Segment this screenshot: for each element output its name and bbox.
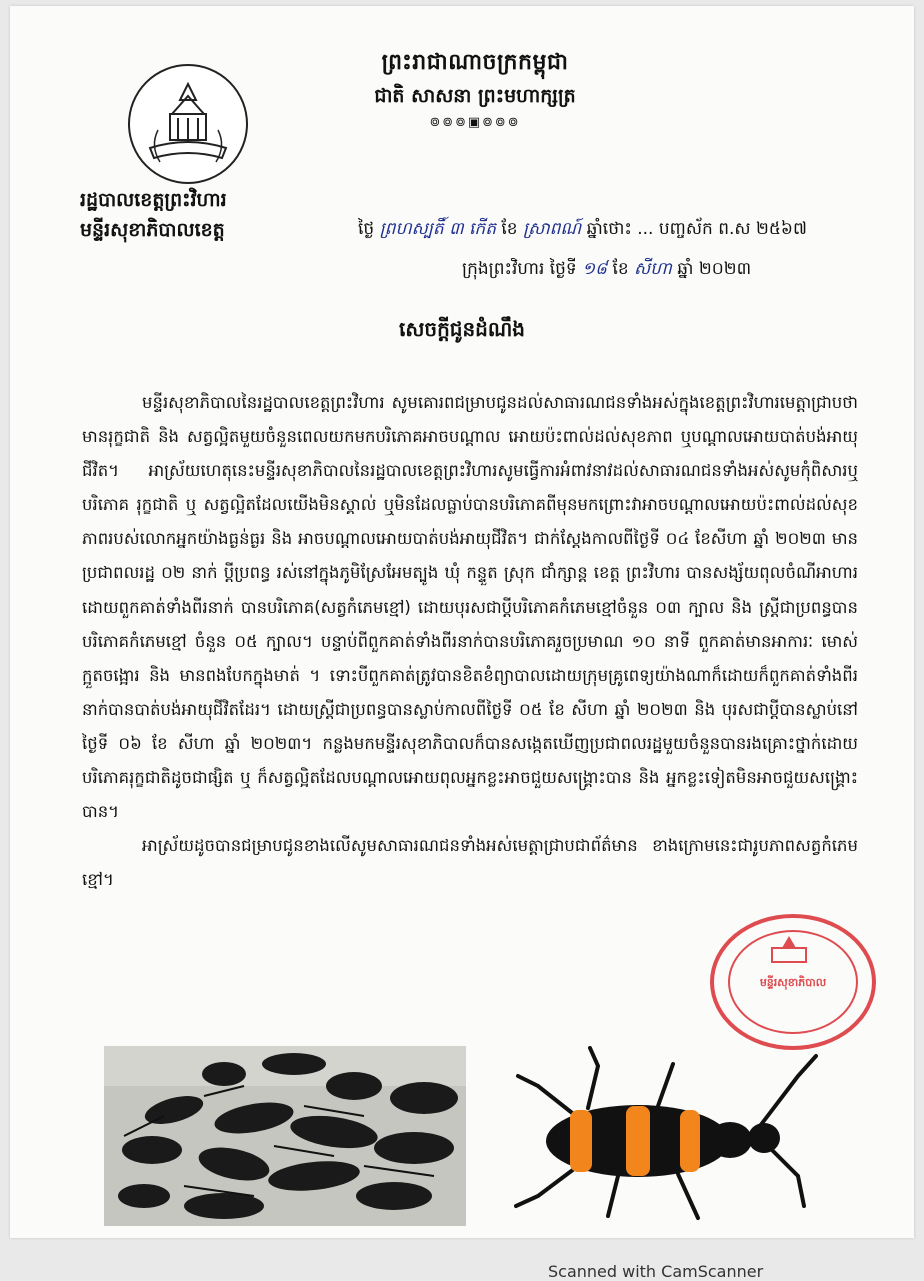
- ministry-seal-logo: [128, 64, 248, 184]
- blister-beetle-photo: [498, 1046, 828, 1228]
- solar-day-handwritten: ១៨: [582, 259, 608, 279]
- organization-line-1: រដ្ឋបាលខេត្តព្រះវិហារ: [80, 189, 227, 211]
- notice-paragraph-2: អាស្រ័យដូចបានជម្រាបជូនខាងលើសូមសាធារណជនទាំងអស់មេត្តាជ្រាបជាព័ត៌មាន ខាងក្រោមនេះជារូបភាពសត្វកំភេមខ្មៅ។: [82, 836, 858, 890]
- document-page: [10, 6, 914, 1238]
- lunar-date-prefix: ថ្ងៃ: [358, 219, 375, 239]
- solar-month-handwritten: សីហា: [634, 259, 672, 279]
- solar-date-line: [462, 258, 751, 283]
- solar-year: ឆ្នាំ ២០២៣: [677, 259, 752, 279]
- stamp-text: មន្ទីរសុខាភិបាល: [759, 976, 827, 989]
- dead-beetles-icon: [104, 1046, 466, 1226]
- lunar-day-handwritten: ព្រហស្បតិ៍ ៣ កើត: [379, 219, 496, 239]
- lunar-year: ឆ្នាំថោះ ... បញ្ចស័ក ព.ស ២៥៦៧: [586, 219, 807, 239]
- temple-emblem-icon: [130, 66, 246, 182]
- organization-line-2: មន្ទីរសុខាភិបាលខេត្ត: [80, 219, 225, 241]
- kingdom-heading: ព្រះរាជាណាចក្រកម្ពុជា: [381, 50, 569, 75]
- notice-paragraph-1: មន្ទីរសុខាភិបាលនៃរដ្ឋបាលខេត្តព្រះវិហារ សូមគោរពជម្រាបជូនដល់សាធារណជនទាំងអស់ក្នុងខេត្តព្រះវិហារមេត្តាជ្រាបថាមានរុក្ខជាតិ និង សត្វល្អិតមួយចំនួនពេលយកមកបរិភោគអាចបណ្ដាល អោយប៉ះពាល់ដល់សុខភាព ឬបណ្ដាលអោយបាត់បង់អាយុជីវិត។ អាស្រ័យហេតុនេះមន្ទីរសុខាភិបាលនៃរដ្ឋបាលខេត្តព្រះវិហារសូមធ្វើការអំពាវនាវដល់សាធារណជនទាំងអស់សូមកុំពិសារឬបរិភោគ រុក្ខជាតិ ឬ សត្វល្អិតដែលយើងមិនស្គាល់ ឬមិនដែលធ្លាប់បានបរិភោគពីមុនមកព្រោះវាអាចបណ្ដាលអោយប៉ះពាល់ដល់សុខភាពរបស់លោកអ្នកយ៉ាងធ្ងន់ធ្ងរ និង អាចបណ្ដាលអោយបាត់បង់អាយុជីវិត។ ជាក់ស្ដែងកាលពីថ្ងៃទី ០៤ ខែសីហា ឆ្នាំ ២០២៣ មានប្រជាពលរដ្ឋ ០២ នាក់ ប្ដីប្រពន្ធ រស់នៅក្នុងភូមិស្រែអែមត្បូង ឃុំ កន្ទួត ស្រុក ជាំក្សាន្ដ ខេត្ត ព្រះវិហារ បានសង្ស័យពុលចំណីអាហារ ដោយពួកគាត់ទាំងពីរនាក់ បានបរិភោគ(សត្វកំភេមខ្មៅ) ដោយបុរសជាប្ដីបរិភោគកំភេមខ្មៅចំនួន ០៣ ក្បាល និង ស្ត្រីជាប្រពន្ធបានបរិភោគកំភេមខ្មៅ ចំនួន ០៥ ក្បាល។ បន្ទាប់ពីពួកគាត់ទាំងពីរនាក់បានបរិភោគរួចប្រមាណ ១០ នាទី ពួកគាត់មានអាការៈ មោស់ ក្អួតចង្អោរ និង មានពងបែកក្នុងមាត់ ។ ទោះបីពួកគាត់ត្រូវបានខិតខំព្យាបាលដោយក្រុមគ្រូពេទ្យយ៉ាងណាក៏ដោយក៏ពួកគាត់ទាំងពីរនាក់បានបាត់បង់អាយុជីវិតដែរ។ ដោយស្ត្រីជាប្រពន្ធបានស្លាប់កាលពីថ្ងៃទី ០៥ ខែ សីហា ឆ្នាំ ២០២៣ និង បុរសជាប្ដីបានស្លាប់នៅថ្ងៃទី ០៦ ខែ សីហា ឆ្នាំ ២០២៣។ កន្លងមកមន្ទីរសុខាភិបាលក៏បានសង្កេតឃើញប្រជាពលរដ្ឋមួយចំនួនបានរងគ្រោះថ្នាក់ដោយបរិភោគរុក្ខជាតិដូចជាផ្សិត ឬ ក៏សត្វល្អិតដែលបណ្ដាលអោយពុលអ្នកខ្លះអាចជួយសង្គ្រោះបាន និង អ្នកខ្លះទៀតមិនអាចជួយសង្គ្រោះបាន។: [82, 393, 858, 822]
- national-motto: ជាតិ សាសនា ព្រះមហាក្សត្រ: [374, 85, 576, 107]
- blister-beetle-icon: [498, 1046, 828, 1228]
- scanner-watermark: Scanned with CamScanner: [548, 1262, 764, 1281]
- notice-body: [82, 386, 858, 897]
- black-beetles-photo: [104, 1046, 466, 1226]
- header-ornament: ៙៙៙▣៙៙៙: [429, 115, 521, 130]
- lunar-month-handwritten: ស្រាពណ៍: [523, 219, 582, 239]
- lunar-month-label: ខែ: [501, 219, 518, 239]
- official-red-stamp: [710, 914, 876, 1050]
- solar-date-prefix: ក្រុងព្រះវិហារ ថ្ងៃទី: [462, 259, 577, 279]
- solar-month-label: ខែ: [612, 259, 629, 279]
- lunar-date-line: [358, 218, 807, 243]
- notice-title: សេចក្ដីជូនដំណឹង: [399, 317, 525, 341]
